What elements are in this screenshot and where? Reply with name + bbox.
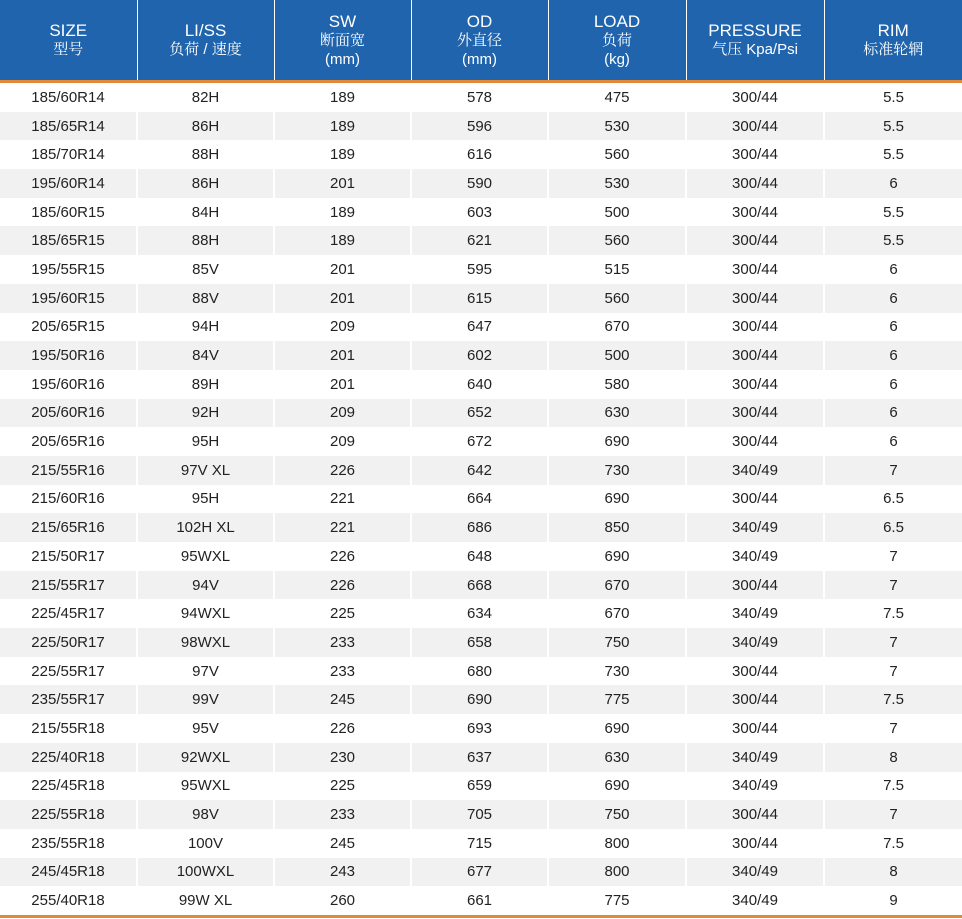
cell-load: 670 xyxy=(548,313,686,342)
cell-size: 185/60R15 xyxy=(0,198,137,227)
cell-pressure: 300/44 xyxy=(686,714,824,743)
cell-sw: 189 xyxy=(274,112,411,141)
table-row xyxy=(0,341,962,370)
cell-size: 195/60R15 xyxy=(0,284,137,313)
cell-li-ss: 88H xyxy=(137,226,274,255)
cell-li-ss: 86H xyxy=(137,169,274,198)
table-row xyxy=(0,370,962,399)
cell-sw: 189 xyxy=(274,226,411,255)
cell-od: 652 xyxy=(411,399,548,428)
column-header-load-line: (kg) xyxy=(604,50,630,68)
cell-rim: 7.5 xyxy=(824,685,962,714)
cell-load: 690 xyxy=(548,485,686,514)
cell-sw: 230 xyxy=(274,743,411,772)
cell-load: 730 xyxy=(548,456,686,485)
cell-od: 668 xyxy=(411,571,548,600)
cell-od: 680 xyxy=(411,657,548,686)
cell-sw: 245 xyxy=(274,685,411,714)
cell-rim: 5.5 xyxy=(824,140,962,169)
cell-li-ss: 95H xyxy=(137,427,274,456)
column-header-pressure-line: PRESSURE xyxy=(708,21,802,40)
cell-li-ss: 85V xyxy=(137,255,274,284)
cell-od: 603 xyxy=(411,198,548,227)
cell-pressure: 340/49 xyxy=(686,858,824,887)
column-header-size-line: 型号 xyxy=(53,41,84,58)
cell-size: 195/55R15 xyxy=(0,255,137,284)
cell-sw: 226 xyxy=(274,714,411,743)
cell-od: 705 xyxy=(411,800,548,829)
cell-load: 775 xyxy=(548,886,686,916)
cell-sw: 233 xyxy=(274,800,411,829)
cell-load: 800 xyxy=(548,858,686,887)
cell-od: 661 xyxy=(411,886,548,916)
cell-pressure: 300/44 xyxy=(686,112,824,141)
cell-load: 670 xyxy=(548,571,686,600)
cell-sw: 221 xyxy=(274,485,411,514)
cell-load: 690 xyxy=(548,772,686,801)
column-header-od-line: OD xyxy=(466,11,493,31)
cell-od: 658 xyxy=(411,628,548,657)
cell-rim: 7.5 xyxy=(824,772,962,801)
cell-load: 580 xyxy=(548,370,686,399)
cell-sw: 260 xyxy=(274,886,411,916)
cell-rim: 7 xyxy=(824,800,962,829)
cell-od: 615 xyxy=(411,284,548,313)
column-header-sw-line: (mm) xyxy=(325,50,360,68)
cell-load: 560 xyxy=(548,226,686,255)
cell-pressure: 300/44 xyxy=(686,370,824,399)
cell-size: 215/65R16 xyxy=(0,513,137,542)
cell-rim: 8 xyxy=(824,858,962,887)
column-header-sw xyxy=(274,0,411,82)
cell-sw: 201 xyxy=(274,341,411,370)
cell-li-ss: 99V xyxy=(137,685,274,714)
table-row xyxy=(0,485,962,514)
cell-od: 637 xyxy=(411,743,548,772)
table-row xyxy=(0,542,962,571)
cell-sw: 201 xyxy=(274,284,411,313)
cell-od: 647 xyxy=(411,313,548,342)
cell-size: 225/40R18 xyxy=(0,743,137,772)
column-header-li-ss-line: 负荷 / 速度 xyxy=(169,41,242,58)
cell-od: 672 xyxy=(411,427,548,456)
cell-rim: 6 xyxy=(824,284,962,313)
cell-pressure: 300/44 xyxy=(686,800,824,829)
cell-pressure: 300/44 xyxy=(686,169,824,198)
table-row xyxy=(0,628,962,657)
cell-pressure: 300/44 xyxy=(686,140,824,169)
cell-od: 616 xyxy=(411,140,548,169)
cell-size: 185/70R14 xyxy=(0,140,137,169)
cell-load: 750 xyxy=(548,800,686,829)
cell-li-ss: 102H XL xyxy=(137,513,274,542)
table-row xyxy=(0,571,962,600)
cell-size: 195/60R16 xyxy=(0,370,137,399)
cell-size: 215/60R16 xyxy=(0,485,137,514)
cell-od: 715 xyxy=(411,829,548,858)
cell-pressure: 340/49 xyxy=(686,772,824,801)
cell-rim: 7.5 xyxy=(824,599,962,628)
cell-load: 530 xyxy=(548,169,686,198)
cell-od: 693 xyxy=(411,714,548,743)
cell-rim: 6 xyxy=(824,313,962,342)
cell-rim: 7 xyxy=(824,628,962,657)
cell-li-ss: 97V xyxy=(137,657,274,686)
cell-od: 595 xyxy=(411,255,548,284)
table-row xyxy=(0,858,962,887)
cell-rim: 7 xyxy=(824,657,962,686)
column-header-li-ss-line: LI/SS xyxy=(184,21,227,40)
cell-load: 475 xyxy=(548,82,686,112)
table-row xyxy=(0,772,962,801)
cell-size: 215/55R18 xyxy=(0,714,137,743)
cell-sw: 243 xyxy=(274,858,411,887)
column-header-od xyxy=(411,0,548,82)
cell-rim: 6.5 xyxy=(824,513,962,542)
cell-li-ss: 94WXL xyxy=(137,599,274,628)
cell-size: 235/55R18 xyxy=(0,829,137,858)
cell-pressure: 300/44 xyxy=(686,829,824,858)
table-row xyxy=(0,743,962,772)
cell-od: 690 xyxy=(411,685,548,714)
cell-size: 185/60R14 xyxy=(0,82,137,112)
cell-size: 205/65R16 xyxy=(0,427,137,456)
column-header-sw-line: SW xyxy=(328,11,357,31)
column-header-li-ss xyxy=(137,0,274,82)
cell-pressure: 340/49 xyxy=(686,599,824,628)
table-header xyxy=(0,0,962,82)
cell-li-ss: 100V xyxy=(137,829,274,858)
cell-od: 664 xyxy=(411,485,548,514)
cell-pressure: 300/44 xyxy=(686,82,824,112)
cell-sw: 201 xyxy=(274,255,411,284)
cell-li-ss: 95V xyxy=(137,714,274,743)
cell-sw: 245 xyxy=(274,829,411,858)
cell-load: 530 xyxy=(548,112,686,141)
cell-rim: 6 xyxy=(824,399,962,428)
cell-sw: 233 xyxy=(274,657,411,686)
cell-load: 750 xyxy=(548,628,686,657)
cell-li-ss: 95WXL xyxy=(137,772,274,801)
cell-size: 205/60R16 xyxy=(0,399,137,428)
cell-rim: 7 xyxy=(824,571,962,600)
column-header-rim-line: RIM xyxy=(877,21,909,40)
cell-load: 515 xyxy=(548,255,686,284)
cell-li-ss: 86H xyxy=(137,112,274,141)
cell-od: 677 xyxy=(411,858,548,887)
cell-pressure: 300/44 xyxy=(686,427,824,456)
cell-pressure: 340/49 xyxy=(686,456,824,485)
cell-load: 775 xyxy=(548,685,686,714)
cell-sw: 225 xyxy=(274,772,411,801)
cell-li-ss: 92WXL xyxy=(137,743,274,772)
cell-size: 225/45R18 xyxy=(0,772,137,801)
header-row xyxy=(0,0,962,82)
table-row xyxy=(0,427,962,456)
cell-od: 602 xyxy=(411,341,548,370)
cell-rim: 5.5 xyxy=(824,198,962,227)
table-row xyxy=(0,82,962,112)
column-header-pressure-line: 气压 Kpa/Psi xyxy=(712,41,798,58)
cell-li-ss: 89H xyxy=(137,370,274,399)
cell-size: 245/45R18 xyxy=(0,858,137,887)
cell-load: 630 xyxy=(548,743,686,772)
table-row xyxy=(0,456,962,485)
cell-sw: 189 xyxy=(274,140,411,169)
cell-sw: 201 xyxy=(274,370,411,399)
cell-od: 640 xyxy=(411,370,548,399)
cell-sw: 226 xyxy=(274,456,411,485)
table-row xyxy=(0,829,962,858)
table-row xyxy=(0,198,962,227)
cell-rim: 6 xyxy=(824,427,962,456)
cell-size: 215/50R17 xyxy=(0,542,137,571)
cell-pressure: 340/49 xyxy=(686,542,824,571)
table-row xyxy=(0,169,962,198)
cell-li-ss: 88V xyxy=(137,284,274,313)
cell-size: 235/55R17 xyxy=(0,685,137,714)
table-row xyxy=(0,886,962,916)
cell-sw: 221 xyxy=(274,513,411,542)
cell-li-ss: 88H xyxy=(137,140,274,169)
cell-size: 205/65R15 xyxy=(0,313,137,342)
cell-load: 690 xyxy=(548,542,686,571)
cell-pressure: 300/44 xyxy=(686,226,824,255)
table-row xyxy=(0,513,962,542)
column-header-load xyxy=(548,0,686,82)
cell-li-ss: 94H xyxy=(137,313,274,342)
cell-load: 630 xyxy=(548,399,686,428)
cell-pressure: 300/44 xyxy=(686,313,824,342)
cell-load: 690 xyxy=(548,427,686,456)
cell-sw: 209 xyxy=(274,427,411,456)
cell-load: 560 xyxy=(548,140,686,169)
column-header-sw-line: 断面宽 xyxy=(319,31,365,49)
cell-sw: 233 xyxy=(274,628,411,657)
column-header-rim xyxy=(824,0,962,82)
cell-sw: 189 xyxy=(274,198,411,227)
table-row xyxy=(0,140,962,169)
cell-pressure: 300/44 xyxy=(686,685,824,714)
column-header-size-line: SIZE xyxy=(49,21,88,40)
table-row xyxy=(0,226,962,255)
cell-size: 225/45R17 xyxy=(0,599,137,628)
cell-li-ss: 84H xyxy=(137,198,274,227)
cell-pressure: 340/49 xyxy=(686,513,824,542)
cell-li-ss: 100WXL xyxy=(137,858,274,887)
cell-size: 255/40R18 xyxy=(0,886,137,916)
cell-sw: 226 xyxy=(274,571,411,600)
cell-rim: 5.5 xyxy=(824,82,962,112)
cell-sw: 201 xyxy=(274,169,411,198)
cell-sw: 226 xyxy=(274,542,411,571)
cell-li-ss: 92H xyxy=(137,399,274,428)
cell-load: 800 xyxy=(548,829,686,858)
cell-rim: 8 xyxy=(824,743,962,772)
cell-pressure: 300/44 xyxy=(686,399,824,428)
cell-load: 850 xyxy=(548,513,686,542)
cell-li-ss: 95WXL xyxy=(137,542,274,571)
cell-size: 225/50R17 xyxy=(0,628,137,657)
cell-rim: 9 xyxy=(824,886,962,916)
table-row xyxy=(0,599,962,628)
column-header-od-line: 外直径 xyxy=(456,31,502,49)
cell-size: 225/55R18 xyxy=(0,800,137,829)
cell-rim: 7 xyxy=(824,456,962,485)
cell-load: 690 xyxy=(548,714,686,743)
cell-load: 730 xyxy=(548,657,686,686)
cell-sw: 189 xyxy=(274,82,411,112)
cell-pressure: 340/49 xyxy=(686,628,824,657)
table-row xyxy=(0,112,962,141)
cell-size: 195/60R14 xyxy=(0,169,137,198)
cell-size: 215/55R16 xyxy=(0,456,137,485)
cell-pressure: 340/49 xyxy=(686,743,824,772)
cell-od: 686 xyxy=(411,513,548,542)
cell-od: 596 xyxy=(411,112,548,141)
cell-od: 590 xyxy=(411,169,548,198)
table-row xyxy=(0,657,962,686)
cell-load: 670 xyxy=(548,599,686,628)
cell-load: 500 xyxy=(548,341,686,370)
cell-pressure: 300/44 xyxy=(686,485,824,514)
cell-pressure: 300/44 xyxy=(686,657,824,686)
table-body xyxy=(0,82,962,917)
cell-size: 195/50R16 xyxy=(0,341,137,370)
cell-od: 634 xyxy=(411,599,548,628)
column-header-load-line: LOAD xyxy=(593,11,641,31)
cell-od: 621 xyxy=(411,226,548,255)
column-header-size xyxy=(0,0,137,82)
cell-li-ss: 97V XL xyxy=(137,456,274,485)
cell-od: 648 xyxy=(411,542,548,571)
cell-li-ss: 82H xyxy=(137,82,274,112)
column-header-pressure xyxy=(686,0,824,82)
cell-pressure: 300/44 xyxy=(686,341,824,370)
cell-rim: 6 xyxy=(824,255,962,284)
cell-size: 185/65R15 xyxy=(0,226,137,255)
cell-li-ss: 98V xyxy=(137,800,274,829)
cell-od: 659 xyxy=(411,772,548,801)
cell-size: 185/65R14 xyxy=(0,112,137,141)
table-row xyxy=(0,284,962,313)
table-row xyxy=(0,685,962,714)
cell-li-ss: 98WXL xyxy=(137,628,274,657)
cell-rim: 7.5 xyxy=(824,829,962,858)
cell-pressure: 340/49 xyxy=(686,886,824,916)
cell-rim: 7 xyxy=(824,542,962,571)
table-row xyxy=(0,255,962,284)
cell-pressure: 300/44 xyxy=(686,284,824,313)
cell-load: 500 xyxy=(548,198,686,227)
cell-li-ss: 84V xyxy=(137,341,274,370)
cell-pressure: 300/44 xyxy=(686,255,824,284)
cell-pressure: 300/44 xyxy=(686,198,824,227)
cell-od: 642 xyxy=(411,456,548,485)
cell-rim: 5.5 xyxy=(824,112,962,141)
cell-li-ss: 99W XL xyxy=(137,886,274,916)
cell-od: 578 xyxy=(411,82,548,112)
cell-size: 215/55R17 xyxy=(0,571,137,600)
cell-sw: 225 xyxy=(274,599,411,628)
cell-rim: 6 xyxy=(824,169,962,198)
column-header-rim-line: 标准轮辋 xyxy=(863,41,924,58)
cell-sw: 209 xyxy=(274,313,411,342)
cell-rim: 6 xyxy=(824,370,962,399)
cell-rim: 6.5 xyxy=(824,485,962,514)
cell-rim: 7 xyxy=(824,714,962,743)
cell-pressure: 300/44 xyxy=(686,571,824,600)
column-header-load-line: 负荷 xyxy=(601,31,632,49)
cell-li-ss: 94V xyxy=(137,571,274,600)
cell-rim: 5.5 xyxy=(824,226,962,255)
cell-rim: 6 xyxy=(824,341,962,370)
table-row xyxy=(0,313,962,342)
table-row xyxy=(0,399,962,428)
cell-load: 560 xyxy=(548,284,686,313)
table-row xyxy=(0,714,962,743)
column-header-od-line: (mm) xyxy=(462,50,497,68)
cell-li-ss: 95H xyxy=(137,485,274,514)
cell-sw: 209 xyxy=(274,399,411,428)
cell-size: 225/55R17 xyxy=(0,657,137,686)
table-row xyxy=(0,800,962,829)
